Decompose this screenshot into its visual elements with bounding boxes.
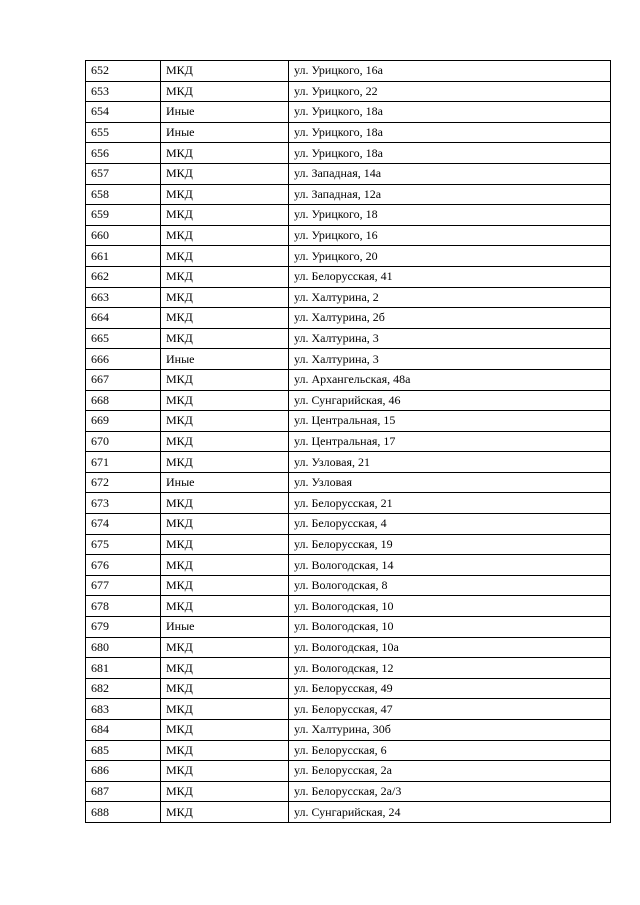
address-cell: ул. Белорусская, 21 [289,493,611,514]
object-type-cell: МКД [161,266,289,287]
table-row [86,225,611,246]
object-type-cell: МКД [161,555,289,576]
object-type-cell: МКД [161,225,289,246]
row-number-cell: 663 [86,287,161,308]
address-cell: ул. Узловая [289,472,611,493]
object-type-cell: МКД [161,246,289,267]
table-row [86,308,611,329]
object-type-cell: МКД [161,452,289,473]
address-cell: ул. Белорусская, 6 [289,740,611,761]
address-cell: ул. Халтурина, 3 [289,349,611,370]
address-cell: ул. Центральная, 17 [289,431,611,452]
table-row [86,349,611,370]
table-row [86,699,611,720]
row-number-cell: 686 [86,761,161,782]
row-number-cell: 677 [86,575,161,596]
address-cell: ул. Вологодская, 10 [289,617,611,638]
address-cell: ул. Урицкого, 20 [289,246,611,267]
row-number-cell: 667 [86,369,161,390]
object-type-cell: МКД [161,514,289,535]
registry-table-body [86,61,611,823]
table-row [86,390,611,411]
address-cell: ул. Западная, 14а [289,163,611,184]
table-row [86,637,611,658]
row-number-cell: 652 [86,61,161,82]
row-number-cell: 668 [86,390,161,411]
object-type-cell: МКД [161,534,289,555]
row-number-cell: 653 [86,81,161,102]
table-row [86,205,611,226]
address-cell: ул. Халтурина, 30б [289,720,611,741]
object-type-cell: Иные [161,617,289,638]
address-cell: ул. Урицкого, 18 [289,205,611,226]
object-type-cell: Иные [161,122,289,143]
table-row [86,802,611,823]
object-type-cell: МКД [161,369,289,390]
row-number-cell: 679 [86,617,161,638]
object-type-cell: МКД [161,493,289,514]
row-number-cell: 673 [86,493,161,514]
row-number-cell: 669 [86,411,161,432]
table-row [86,184,611,205]
table-row [86,555,611,576]
table-row [86,328,611,349]
address-cell: ул. Белорусская, 49 [289,678,611,699]
row-number-cell: 659 [86,205,161,226]
row-number-cell: 671 [86,452,161,473]
table-row [86,575,611,596]
row-number-cell: 680 [86,637,161,658]
object-type-cell: Иные [161,102,289,123]
address-cell: ул. Урицкого, 16а [289,61,611,82]
row-number-cell: 658 [86,184,161,205]
table-row [86,266,611,287]
object-type-cell: МКД [161,699,289,720]
row-number-cell: 672 [86,472,161,493]
table-row [86,411,611,432]
table-row [86,658,611,679]
address-cell: ул. Сунгарийская, 46 [289,390,611,411]
address-cell: ул. Урицкого, 22 [289,81,611,102]
row-number-cell: 678 [86,596,161,617]
address-cell: ул. Урицкого, 16 [289,225,611,246]
address-cell: ул. Западная, 12а [289,184,611,205]
table-row [86,102,611,123]
object-type-cell: МКД [161,596,289,617]
row-number-cell: 674 [86,514,161,535]
address-cell: ул. Урицкого, 18а [289,143,611,164]
address-cell: ул. Вологодская, 10 [289,596,611,617]
object-type-cell: МКД [161,81,289,102]
object-type-cell: МКД [161,678,289,699]
row-number-cell: 688 [86,802,161,823]
table-row [86,740,611,761]
row-number-cell: 687 [86,781,161,802]
table-row [86,452,611,473]
table-row [86,143,611,164]
address-cell: ул. Вологодская, 8 [289,575,611,596]
object-type-cell: МКД [161,308,289,329]
address-cell: ул. Халтурина, 3 [289,328,611,349]
object-type-cell: МКД [161,431,289,452]
table-row [86,81,611,102]
address-cell: ул. Урицкого, 18а [289,102,611,123]
object-type-cell: МКД [161,720,289,741]
row-number-cell: 662 [86,266,161,287]
row-number-cell: 654 [86,102,161,123]
address-cell: ул. Халтурина, 2 [289,287,611,308]
object-type-cell: МКД [161,658,289,679]
object-type-cell: Иные [161,472,289,493]
object-type-cell: МКД [161,287,289,308]
row-number-cell: 655 [86,122,161,143]
row-number-cell: 676 [86,555,161,576]
object-type-cell: МКД [161,61,289,82]
table-row [86,514,611,535]
address-cell: ул. Сунгарийская, 24 [289,802,611,823]
row-number-cell: 681 [86,658,161,679]
address-cell: ул. Архангельская, 48а [289,369,611,390]
table-row [86,122,611,143]
row-number-cell: 660 [86,225,161,246]
address-cell: ул. Белорусская, 4 [289,514,611,535]
table-row [86,678,611,699]
table-row [86,761,611,782]
row-number-cell: 682 [86,678,161,699]
address-registry-table [85,60,611,823]
row-number-cell: 656 [86,143,161,164]
address-cell: ул. Узловая, 21 [289,452,611,473]
object-type-cell: МКД [161,637,289,658]
table-row [86,493,611,514]
row-number-cell: 683 [86,699,161,720]
table-row [86,163,611,184]
object-type-cell: МКД [161,390,289,411]
table-row [86,369,611,390]
object-type-cell: МКД [161,740,289,761]
object-type-cell: Иные [161,349,289,370]
address-cell: ул. Урицкого, 18а [289,122,611,143]
address-cell: ул. Белорусская, 19 [289,534,611,555]
object-type-cell: МКД [161,143,289,164]
table-row [86,61,611,82]
row-number-cell: 657 [86,163,161,184]
address-cell: ул. Халтурина, 2б [289,308,611,329]
address-cell: ул. Белорусская, 47 [289,699,611,720]
address-cell: ул. Белорусская, 2а/3 [289,781,611,802]
address-cell: ул. Вологодская, 12 [289,658,611,679]
object-type-cell: МКД [161,184,289,205]
address-cell: ул. Белорусская, 2а [289,761,611,782]
object-type-cell: МКД [161,328,289,349]
address-cell: ул. Вологодская, 14 [289,555,611,576]
table-row [86,287,611,308]
object-type-cell: МКД [161,761,289,782]
object-type-cell: МКД [161,781,289,802]
object-type-cell: МКД [161,163,289,184]
address-cell: ул. Вологодская, 10а [289,637,611,658]
table-row [86,472,611,493]
row-number-cell: 661 [86,246,161,267]
table-row [86,781,611,802]
table-row [86,596,611,617]
address-cell: ул. Белорусская, 41 [289,266,611,287]
row-number-cell: 670 [86,431,161,452]
row-number-cell: 685 [86,740,161,761]
table-row [86,534,611,555]
row-number-cell: 684 [86,720,161,741]
table-row [86,617,611,638]
object-type-cell: МКД [161,411,289,432]
row-number-cell: 675 [86,534,161,555]
object-type-cell: МКД [161,802,289,823]
table-row [86,246,611,267]
table-row [86,431,611,452]
object-type-cell: МКД [161,205,289,226]
row-number-cell: 666 [86,349,161,370]
object-type-cell: МКД [161,575,289,596]
row-number-cell: 665 [86,328,161,349]
table-row [86,720,611,741]
address-cell: ул. Центральная, 15 [289,411,611,432]
row-number-cell: 664 [86,308,161,329]
